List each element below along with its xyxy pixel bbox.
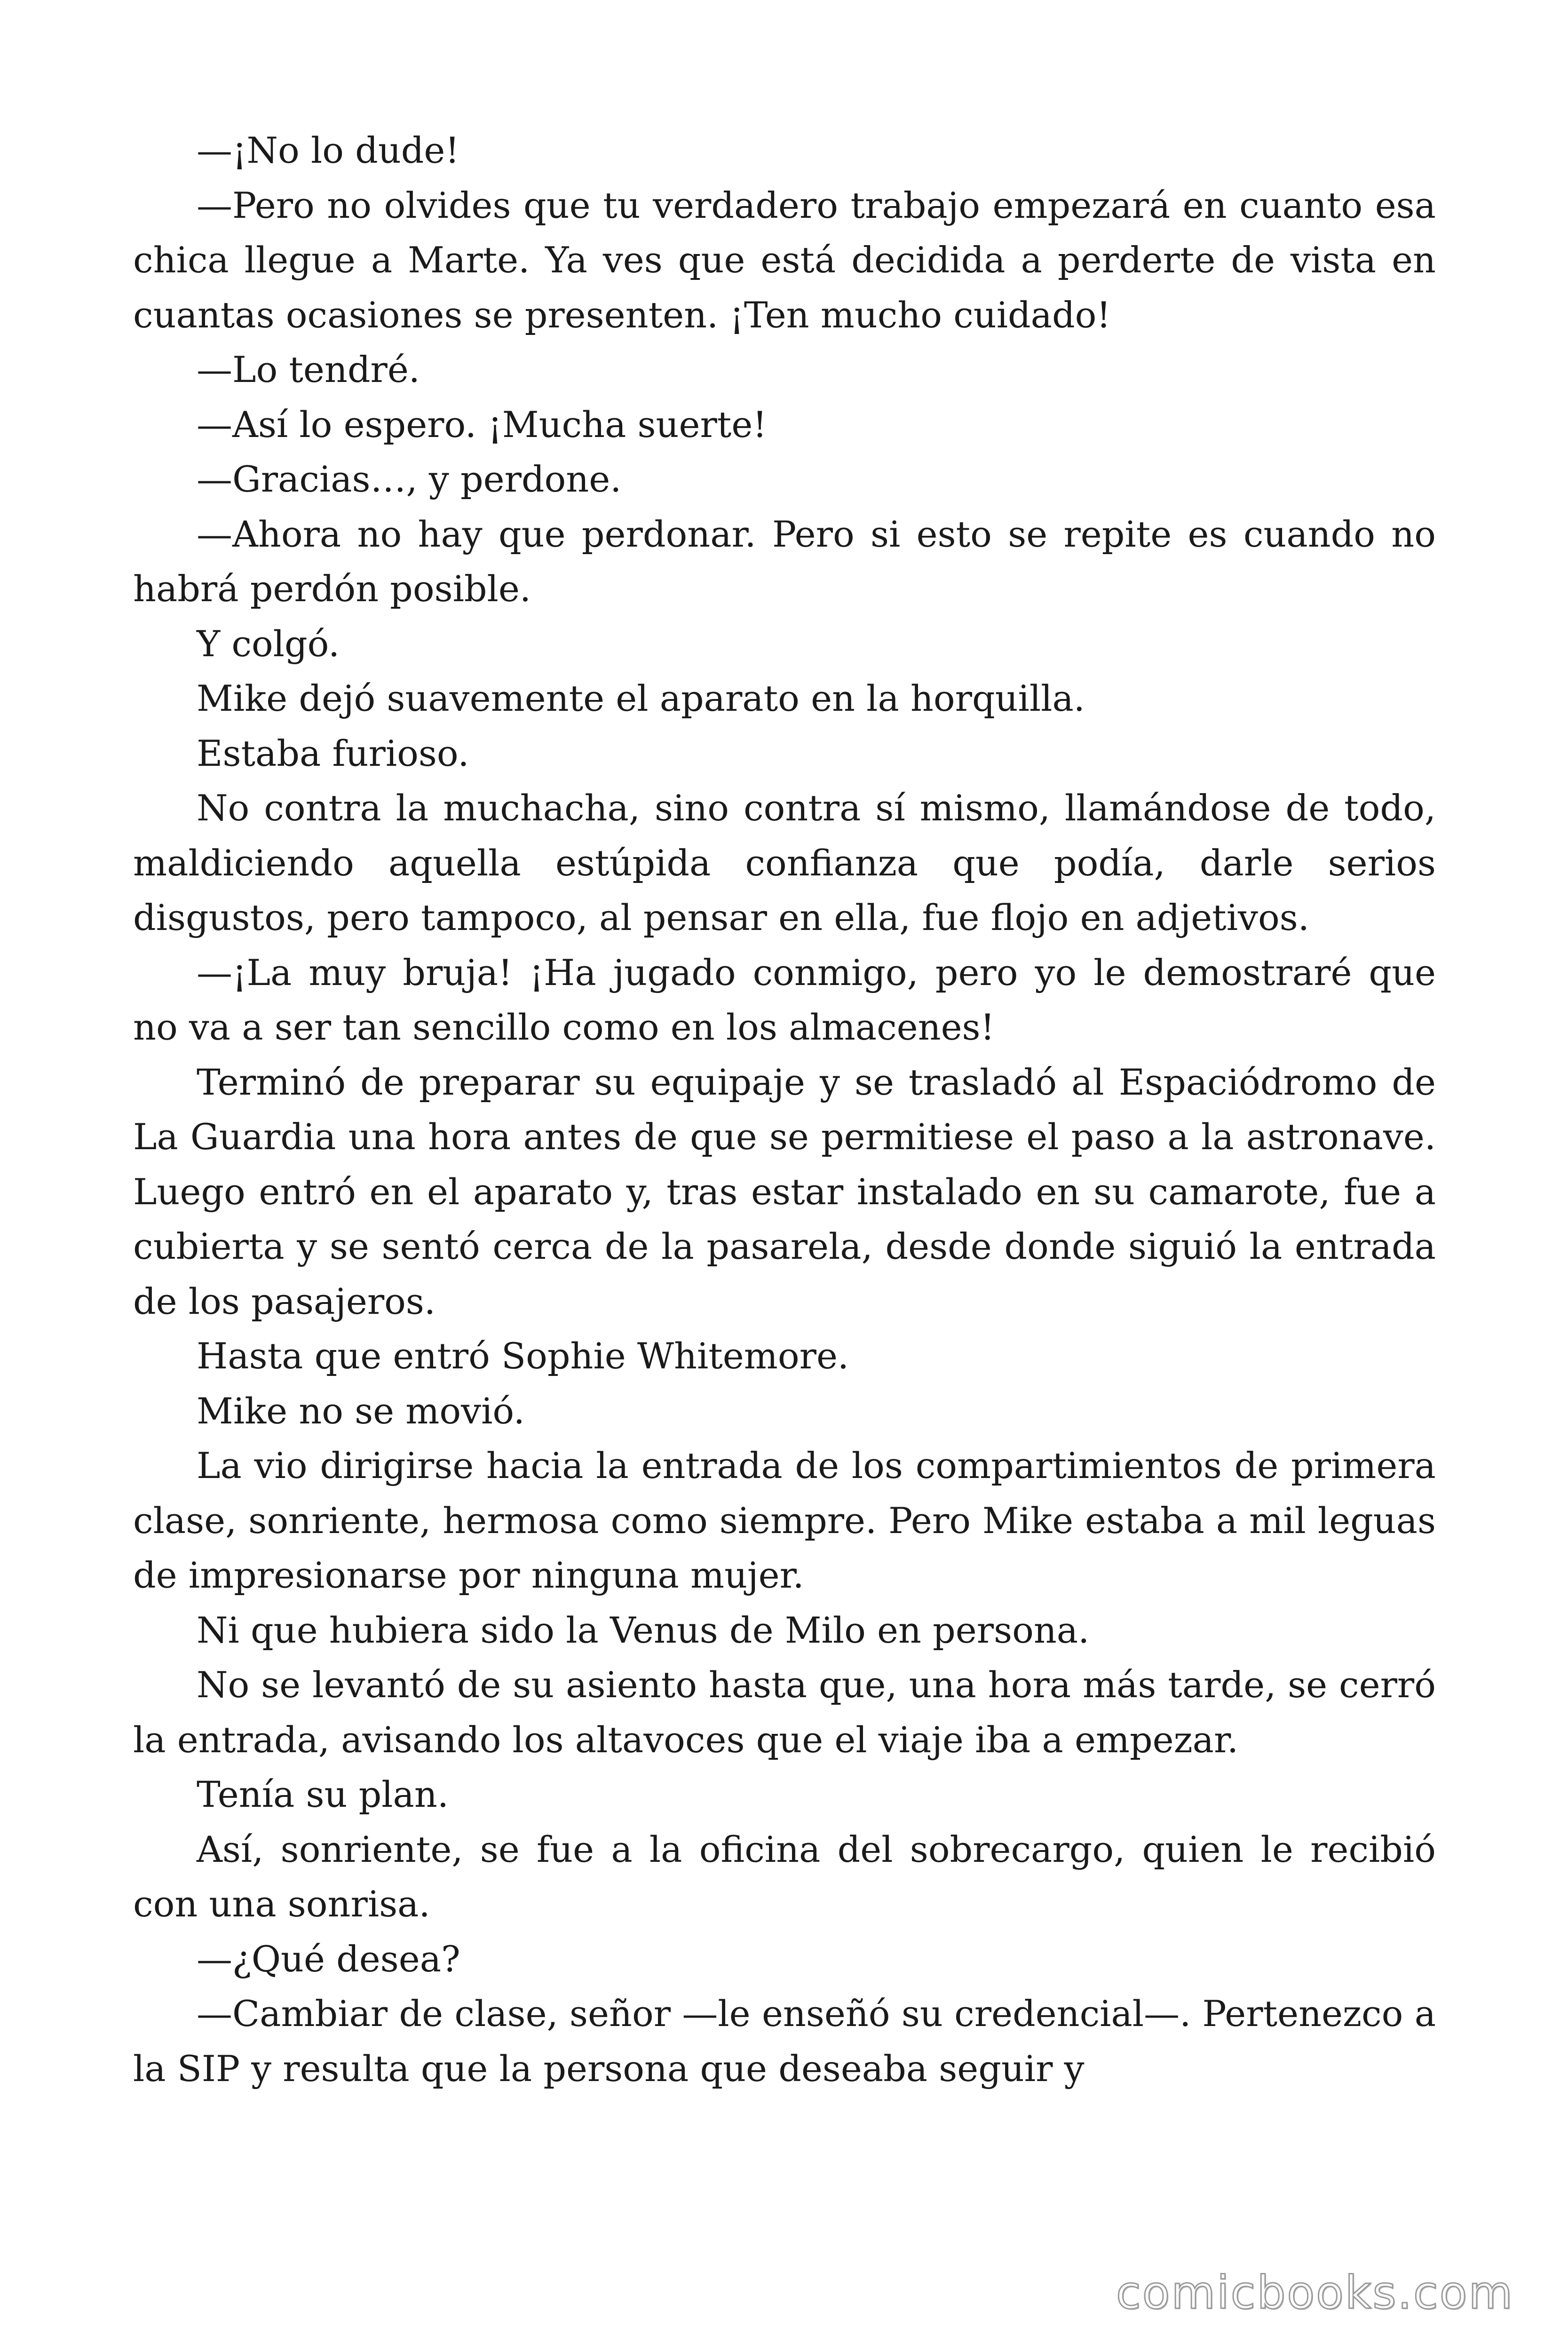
paragraph: —Pero no olvides que tu verdadero trabajo empezará en cuanto esa chica llegue a Marte. Ya ves que está decidida a perderte de vista en cuantas ocasiones se presenten. ¡Ten mucho cuidado!: [133, 184, 1436, 336]
paragraph: Mike dejó suavemente el aparato en la horquilla.: [197, 677, 1085, 719]
body-text: [133, 123, 1436, 2096]
paragraph: Mike no se movió.: [197, 1390, 525, 1432]
paragraph: No se levantó de su asiento hasta que, una hora más tarde, se cerró la entrada, avisando los altavoces que el viaje iba a empezar.: [133, 1664, 1436, 1761]
paragraph: —¡No lo dude!: [197, 129, 459, 171]
paragraph: —¡La muy bruja! ¡Ha jugado conmigo, pero yo le demostraré que no va a ser tan sencillo como en los almacenes!: [133, 951, 1436, 1048]
paragraph: La vio dirigirse hacia la entrada de los compartimientos de primera clase, sonriente, hermosa como siempre. Pero Mike estaba a mil leguas de impresionarse por ninguna mujer.: [133, 1445, 1436, 1596]
paragraph: —Cambiar de clase, señor —le enseñó su credencial—. Pertenezco a la SIP y resulta que la persona que deseaba seguir y: [133, 1993, 1436, 2090]
paragraph: —¿Qué desea?: [197, 1938, 460, 1980]
paragraph: —Ahora no hay que perdonar. Pero si esto se repite es cuando no habrá perdón posible.: [133, 513, 1436, 610]
paragraph: —Lo tendré.: [197, 349, 420, 390]
paragraph: Estaba furioso.: [197, 732, 469, 774]
paragraph: —Gracias…, y perdone.: [197, 458, 622, 500]
paragraph: —Así lo espero. ¡Mucha suerte!: [197, 403, 767, 445]
paragraph: Y colgó.: [197, 622, 340, 665]
paragraph: Ni que hubiera sido la Venus de Milo en persona.: [197, 1609, 1090, 1651]
watermark: comicbooks.com: [1116, 2266, 1514, 2319]
paragraph: No contra la muchacha, sino contra sí mismo, llamándose de todo, maldiciendo aquella estúpida confianza que podía, darle serios disgustos, pero tampoco, al pensar en ella, fue flojo en adjetivos.: [133, 787, 1436, 938]
paragraph: Terminó de preparar su equipaje y se trasladó al Espaciódromo de La Guardia una hora antes de que se permitiese el paso a la astronave. Luego entró en el aparato y, tras estar instalado en su camarote, fue a cubierta y se sentó cerca de la pasarela, desde donde siguió la entrada de los pasajeros.: [133, 1061, 1436, 1322]
paragraph: Tenía su plan.: [197, 1773, 449, 1815]
paragraph: Así, sonriente, se fue a la oficina del sobrecargo, quien le recibió con una sonrisa.: [133, 1828, 1436, 1925]
paragraph: Hasta que entró Sophie Whitemore.: [197, 1335, 849, 1377]
